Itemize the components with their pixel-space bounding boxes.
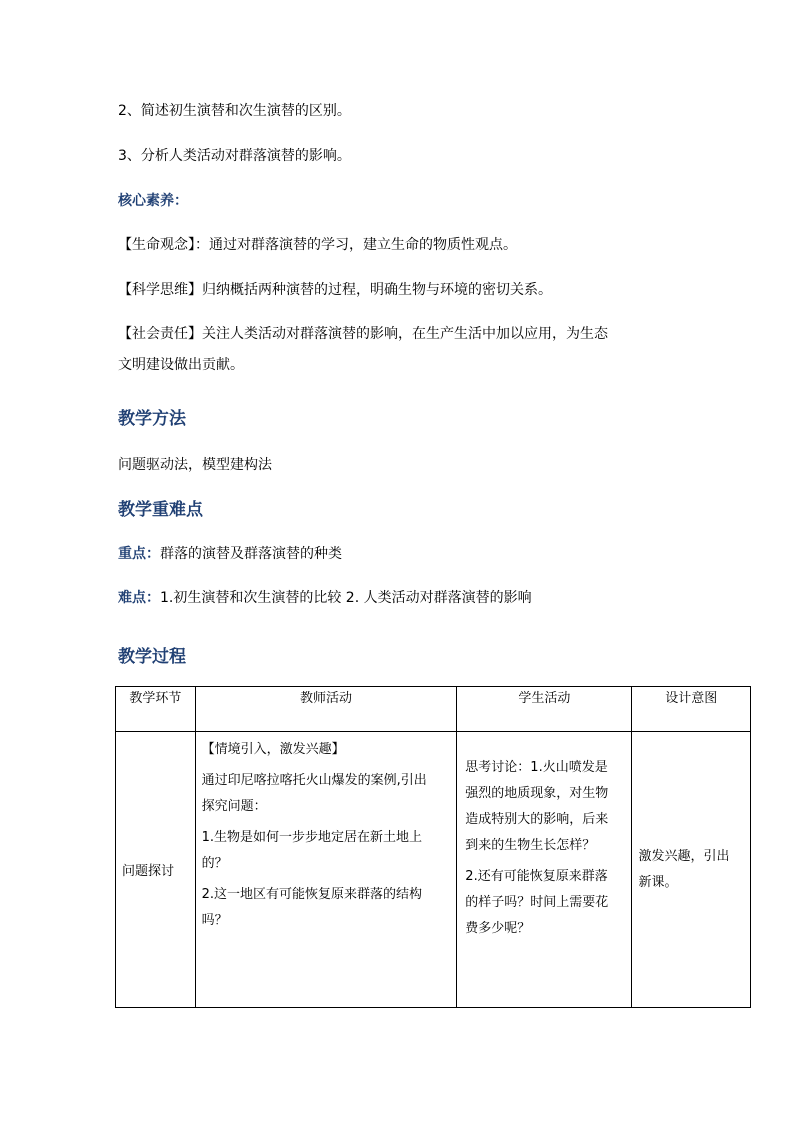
difficult-point-line [118, 588, 532, 608]
row-intent [632, 732, 751, 1008]
teacher-line: 吗？ [201, 913, 228, 928]
table-header-row [116, 687, 751, 732]
header-teacher: 教师活动 [195, 687, 457, 732]
intent-line: 新课。 [638, 874, 678, 890]
teacher-line: 1.生物是如何一步步地定居在新土地上 [201, 830, 423, 845]
process-table [115, 686, 751, 1008]
method-text: 问题驱动法，模型建构法 [118, 457, 272, 473]
row-student [457, 732, 632, 1008]
header-intent: 设计意图 [632, 687, 751, 732]
teacher-line: 的？ [201, 856, 228, 871]
core-literacy-scientific-thinking: 【科学思维】归纳概括两种演替的过程，明确生物与环境的密切关系。 [118, 282, 552, 298]
objective-2: 2、简述初生演替和次生演替的区别。 [118, 103, 351, 119]
core-literacy-social-line1: 【社会责任】关注人类活动对群落演替的影响，在生产生活中加以应用，为生态 [118, 326, 608, 342]
stage-text: 问题探讨 [122, 864, 175, 879]
core-literacy-social-line2: 文明建设做出贡献。 [118, 357, 244, 373]
row-teacher [195, 732, 457, 1008]
objective-3: 3、分析人类活动对群落演替的影响。 [118, 148, 351, 164]
student-line: 2.还有可能恢复原来群落 [465, 869, 608, 884]
difficult-point-label: 难点： [118, 590, 160, 606]
student-line: 强烈的地质现象，对生物 [465, 786, 609, 801]
key-point-text: 群落的演替及群落演替的种类 [160, 546, 342, 562]
student-line: 费多少呢？ [465, 921, 531, 936]
difficult-point-text: 1.初生演替和次生演替的比较 2. 人类活动对群落演替的影响 [160, 590, 532, 606]
row-stage [116, 732, 196, 1008]
key-points-heading: 教学重难点 [118, 500, 203, 520]
core-literacy-heading: 核心素养： [118, 193, 188, 209]
student-line: 到来的生物生长怎样？ [465, 838, 596, 853]
teacher-line: 【情境引入，激发兴趣】 [201, 742, 345, 757]
intent-line: 激发兴趣，引出 [638, 848, 730, 864]
table-row [116, 732, 751, 1008]
teacher-line: 通过印尼喀拉喀托火山爆发的案例,引出 [201, 773, 427, 788]
process-heading: 教学过程 [118, 647, 186, 667]
core-literacy-life-concept: 【生命观念】：通过对群落演替的学习，建立生命的物质性观点。 [118, 237, 517, 253]
header-student: 学生活动 [457, 687, 632, 732]
student-line: 思考讨论：1.火山喷发是 [465, 760, 608, 775]
student-line: 的样子吗？时间上需要花 [465, 895, 609, 910]
header-stage: 教学环节 [116, 687, 196, 732]
student-line: 造成特别大的影响，后来 [465, 812, 609, 827]
teacher-line: 探究问题： [201, 799, 267, 814]
key-point-label: 重点： [118, 546, 160, 562]
teacher-line: 2.这一地区有可能恢复原来群落的结构 [201, 887, 423, 902]
method-heading: 教学方法 [118, 409, 186, 429]
key-point-line [118, 544, 342, 564]
